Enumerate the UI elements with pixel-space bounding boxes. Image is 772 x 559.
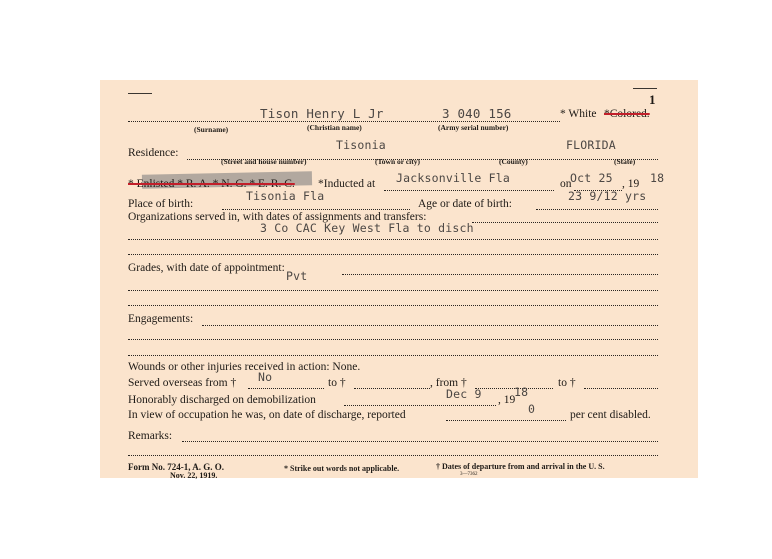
served-to2-line — [584, 388, 658, 389]
name-line — [128, 121, 560, 122]
engagements-line-2 — [128, 339, 658, 340]
remarks-line-1 — [182, 441, 658, 442]
organizations-label: Organizations served in, with dates of assignments and transfers: — [128, 211, 427, 223]
corner-mark — [633, 88, 657, 89]
occupation-label: In view of occupation he was, on date of discharge, reported — [128, 409, 406, 421]
discharged-line — [344, 405, 496, 406]
grades-line-1 — [342, 274, 658, 275]
organization-value: 3 Co CAC Key West Fla to disch — [260, 221, 474, 235]
served-overseas-label: Served overseas from † — [128, 377, 237, 389]
organizations-line-2 — [128, 239, 658, 240]
army-serial-number: 3 040 156 — [442, 106, 512, 121]
disabled-value: 0 — [528, 402, 536, 416]
white-label: * White — [560, 108, 597, 120]
age-label: Age or date of birth: — [418, 198, 512, 210]
age-line — [536, 209, 658, 210]
served-overseas-value: No — [258, 370, 273, 384]
served-from-line — [248, 388, 324, 389]
discharged-date: Dec 9 — [446, 387, 482, 401]
engagements-line-3 — [128, 355, 658, 356]
footer-code: 3—7362 — [460, 472, 478, 477]
inducted-at-label: *Inducted at — [318, 178, 376, 190]
soldier-name: Tison Henry L Jr — [260, 106, 384, 121]
organizations-line-1 — [472, 222, 658, 223]
inducted-place: Jacksonville Fla — [396, 171, 510, 185]
on-label: on — [560, 178, 572, 190]
discharged-year: 18 — [514, 385, 529, 399]
discharged-year-prefix: , 19 — [498, 394, 516, 406]
county-caption: (County) — [499, 157, 528, 166]
surname-caption: (Surname) — [194, 125, 229, 134]
enlisted-options: * Enlisted * R. A. * N. G. * E. R. C. — [128, 178, 295, 190]
served-to2-label: to † — [558, 377, 576, 389]
strike-out-note: * Strike out words not applicable. — [284, 464, 400, 473]
form-number: Form No. 724-1, A. G. O. — [128, 462, 224, 472]
served-to-label: to † — [328, 377, 346, 389]
grades-label: Grades, with date of appointment: — [128, 262, 285, 274]
serial-caption: (Army serial number) — [438, 123, 509, 132]
wounds-label: Wounds or other injuries received in action: None. — [128, 361, 361, 373]
residence-label: Residence: — [128, 147, 179, 159]
disabled-line — [446, 420, 566, 421]
christian-name-caption: (Christian name) — [307, 123, 362, 132]
engagements-label: Engagements: — [128, 313, 194, 325]
remarks-label: Remarks: — [128, 430, 173, 442]
inducted-line — [384, 190, 554, 191]
form-date: Nov. 22, 1919. — [170, 471, 218, 480]
discharged-label: Honorably discharged on demobilization — [128, 394, 316, 406]
served-from2-label: , from † — [430, 377, 467, 389]
grades-line-3 — [128, 305, 658, 306]
colored-label: *Colored. — [604, 108, 650, 120]
birth-place: Tisonia Fla — [246, 189, 325, 203]
dates-note: † Dates of departure from and arrival in the U. S. — [436, 462, 605, 471]
grades-line-2 — [128, 290, 658, 291]
card-number: 1 — [649, 92, 656, 107]
corner-mark — [128, 93, 152, 94]
organizations-line-3 — [128, 254, 658, 255]
residence-town: Tisonia — [336, 138, 386, 152]
service-record-card — [100, 80, 698, 478]
engagements-line-1 — [202, 325, 658, 326]
inducted-year: 18 — [650, 171, 665, 185]
birth-place-label: Place of birth: — [128, 198, 194, 210]
birth-place-line — [222, 209, 410, 210]
street-caption: (Street and house number) — [221, 157, 307, 166]
disabled-label: per cent disabled. — [570, 409, 651, 421]
served-to-line — [354, 388, 430, 389]
state-caption: (State) — [614, 157, 636, 166]
residence-state: FLORIDA — [566, 138, 616, 152]
remarks-line-2 — [128, 455, 658, 456]
inducted-year-prefix: , 19 — [622, 178, 640, 190]
age-value: 23 9/12 yrs — [568, 189, 647, 203]
grade-value: Pvt — [286, 269, 308, 283]
town-caption: (Town or city) — [375, 157, 420, 166]
inducted-date: Oct 25 — [570, 171, 613, 185]
